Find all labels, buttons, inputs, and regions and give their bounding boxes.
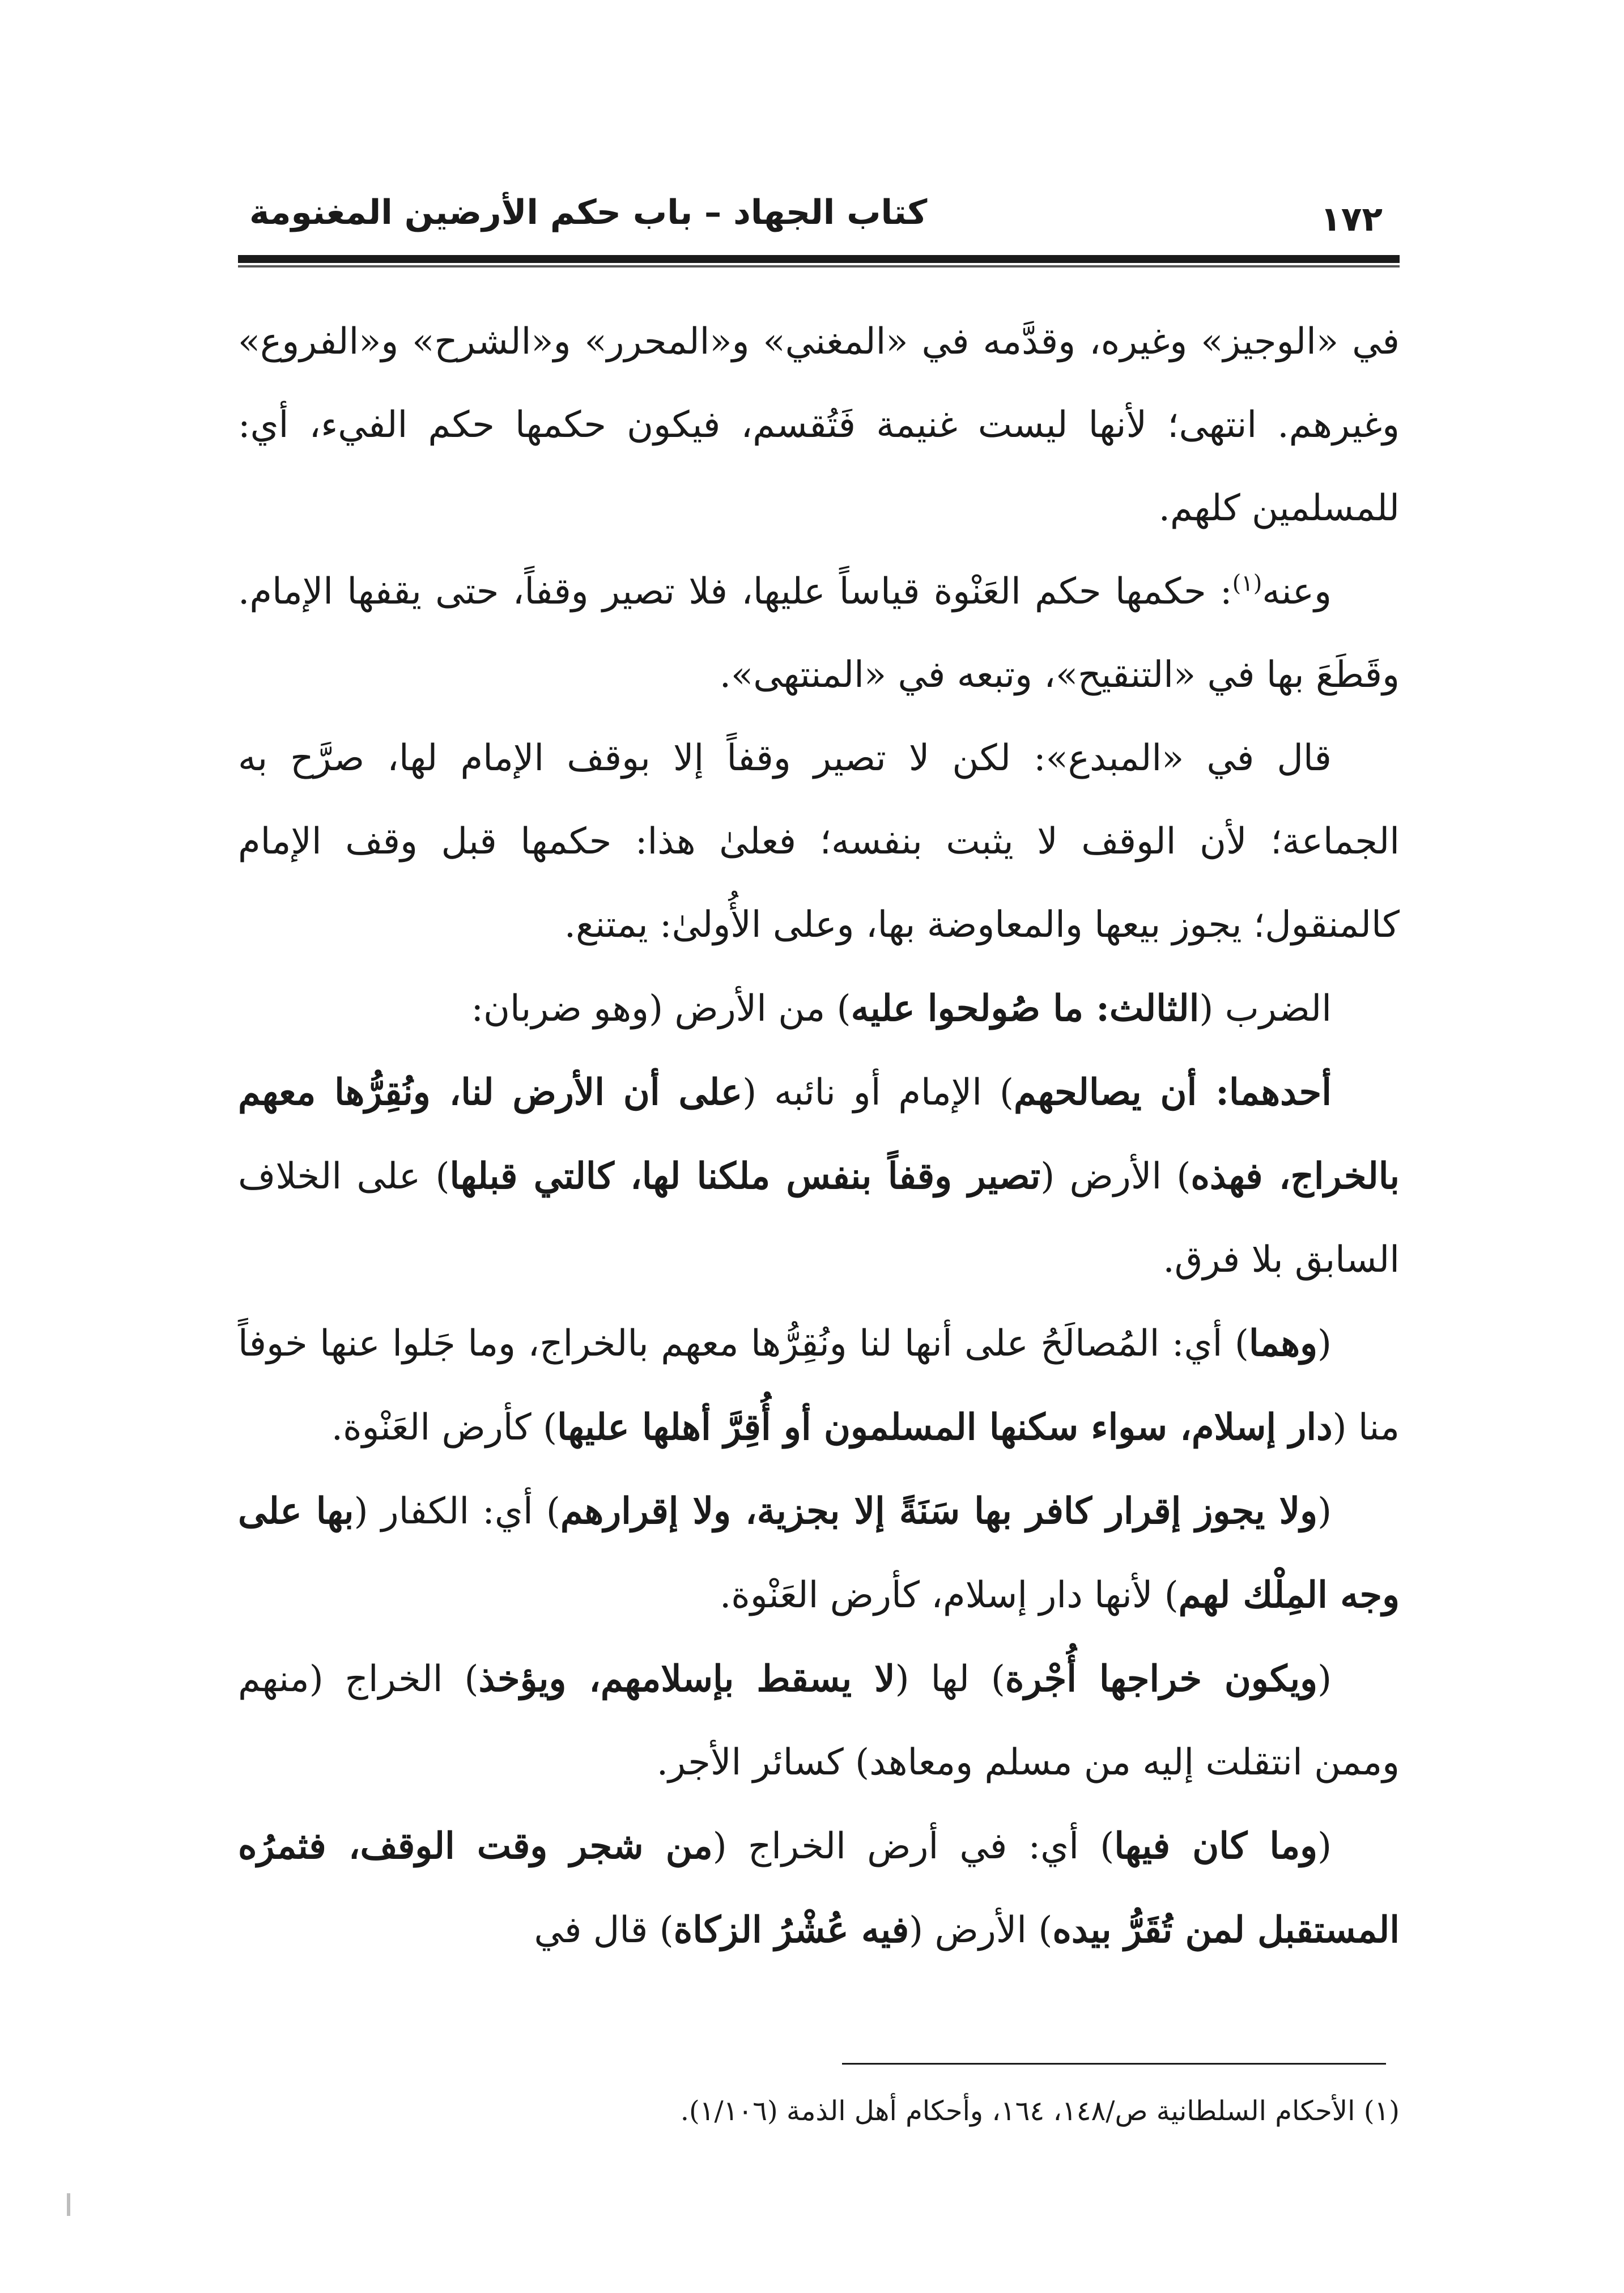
matn-text: وهما bbox=[1248, 1322, 1318, 1365]
sharh-text: في «الوجيز» وغيره، وقدَّمه في «المغني» و«المحرر» و«الشرح» و«الفروع» وغيرهم. انتهى؛ لأنها ليست غنيمة فَتُقسم، فيكون حكمها حكم الفيء، أي: للمسلمين كلهم. bbox=[238, 321, 1400, 529]
sharh-text: ) الخراج (منهم وممن انتقلت إليه من مسلم ومعاهد) كسائر الأجر. bbox=[238, 1658, 1400, 1784]
matn-text: لا يسقط بإسلامهم، ويؤخذ bbox=[478, 1658, 895, 1700]
footnote-separator bbox=[842, 2063, 1386, 2065]
scan-margin-mark bbox=[67, 2193, 70, 2216]
paragraph bbox=[238, 300, 1400, 550]
paragraph bbox=[238, 717, 1400, 967]
paragraph bbox=[238, 967, 1400, 1051]
sharh-text: ) الأرض ( bbox=[1040, 1156, 1191, 1198]
sharh-text: ) أي: المُصالَحُ على أنها لنا ونُقِرُّها معهم بالخراج، وما جَلوا عنها خوفاً منا ( bbox=[238, 1323, 1400, 1449]
sharh-text: ) أي: في أرض الخراج ( bbox=[712, 1825, 1115, 1867]
sharh-text: : حكمها حكم العَنْوة قياساً عليها، فلا تصير وقفاً، حتى يقفها الإمام. وقَطَعَ بها في «التنقيح»، وتبعه في «المنتهى». bbox=[238, 571, 1400, 696]
sharh-text: ( bbox=[1317, 1825, 1332, 1867]
main-text bbox=[238, 300, 1400, 1972]
paragraph bbox=[238, 1804, 1400, 1972]
sharh-text: ) لأنها دار إسلام، كأرض العَنْوة. bbox=[719, 1574, 1179, 1616]
sharh-text: ( bbox=[1317, 1323, 1332, 1365]
matn-text: أحدهما: أن يصالحهم bbox=[1013, 1071, 1332, 1114]
footnote: (١) الأحكام السلطانية ص/١٤٨، ١٦٤، وأحكام أهل الذمة (١/١٠٦). bbox=[680, 2095, 1400, 2127]
matn-text: على أن الأرض لنا، ونُقِرُّها معهم بالخراج، فهذه bbox=[238, 1071, 1400, 1198]
sharh-text: ) على الخلاف السابق بلا فرق. bbox=[238, 1156, 1400, 1281]
paragraph bbox=[238, 1637, 1400, 1804]
sharh-text: ( bbox=[1317, 1491, 1332, 1532]
paragraph bbox=[238, 1302, 1400, 1470]
sharh-text: ) كأرض العَنْوة. bbox=[331, 1407, 558, 1449]
sharh-text: ) الإمام أو نائبه ( bbox=[742, 1072, 1014, 1114]
sharh-text: الضرب ( bbox=[1199, 988, 1332, 1030]
matn-text: وما كان فيها bbox=[1114, 1825, 1318, 1867]
matn-text: ولا يجوز إقرار كافر بها سَنَةً إلا بجزية، ولا إقرارهم bbox=[560, 1490, 1318, 1532]
sharh-text: ) لها ( bbox=[895, 1658, 1005, 1700]
sharh-text: ) قال في bbox=[534, 1909, 674, 1951]
sharh-text: وعنه bbox=[1262, 571, 1332, 613]
sharh-text: ) أي: الكفار ( bbox=[354, 1491, 560, 1532]
paragraph bbox=[238, 1051, 1400, 1302]
header-rule bbox=[238, 255, 1400, 263]
matn-text: من شجر وقت الوقف، فثمرُه المستقبل لمن تُقَرُّ بيده bbox=[238, 1825, 1400, 1951]
paragraph bbox=[238, 550, 1400, 717]
footnote-ref: (١) bbox=[1232, 570, 1262, 597]
running-header bbox=[238, 187, 1400, 249]
sharh-text: ) الأرض ( bbox=[909, 1909, 1053, 1951]
matn-text: فيه عُشْرُ الزكاة bbox=[673, 1909, 909, 1951]
sharh-text: قال في «المبدع»: لكن لا تصير وقفاً إلا بوقف الإمام لها، صرَّح به الجماعة؛ لأن الوقف لا يثبت بنفسه؛ فعلىٰ هذا: حكمها قبل وقف الإمام كالمنقول؛ يجوز بيعها والمعاوضة بها، وعلى الأُولىٰ: يمتنع. bbox=[238, 737, 1400, 946]
matn-text: دار إسلام، سواء سكنها المسلمون أو أُقِرَّ أهلها عليها bbox=[557, 1406, 1333, 1449]
page-number: ١٧٢ bbox=[1320, 199, 1383, 239]
sharh-text: ) من الأرض (وهو ضربان: bbox=[471, 988, 851, 1030]
sharh-text: ( bbox=[1317, 1658, 1332, 1700]
paragraph bbox=[238, 1470, 1400, 1637]
matn-text: تصير وقفاً بنفس ملكنا لها، كالتي قبلها bbox=[449, 1155, 1041, 1198]
matn-text: ويكون خراجها أُجْرة bbox=[1005, 1658, 1318, 1700]
header-rule-thin bbox=[238, 265, 1400, 267]
matn-text: الثالث: ما صُولحوا عليه bbox=[851, 987, 1200, 1030]
running-title: كتاب الجهاد – باب حكم الأرضين المغنومة bbox=[249, 193, 928, 232]
matn-text: بها على وجه المِلْك لهم bbox=[238, 1490, 1400, 1616]
